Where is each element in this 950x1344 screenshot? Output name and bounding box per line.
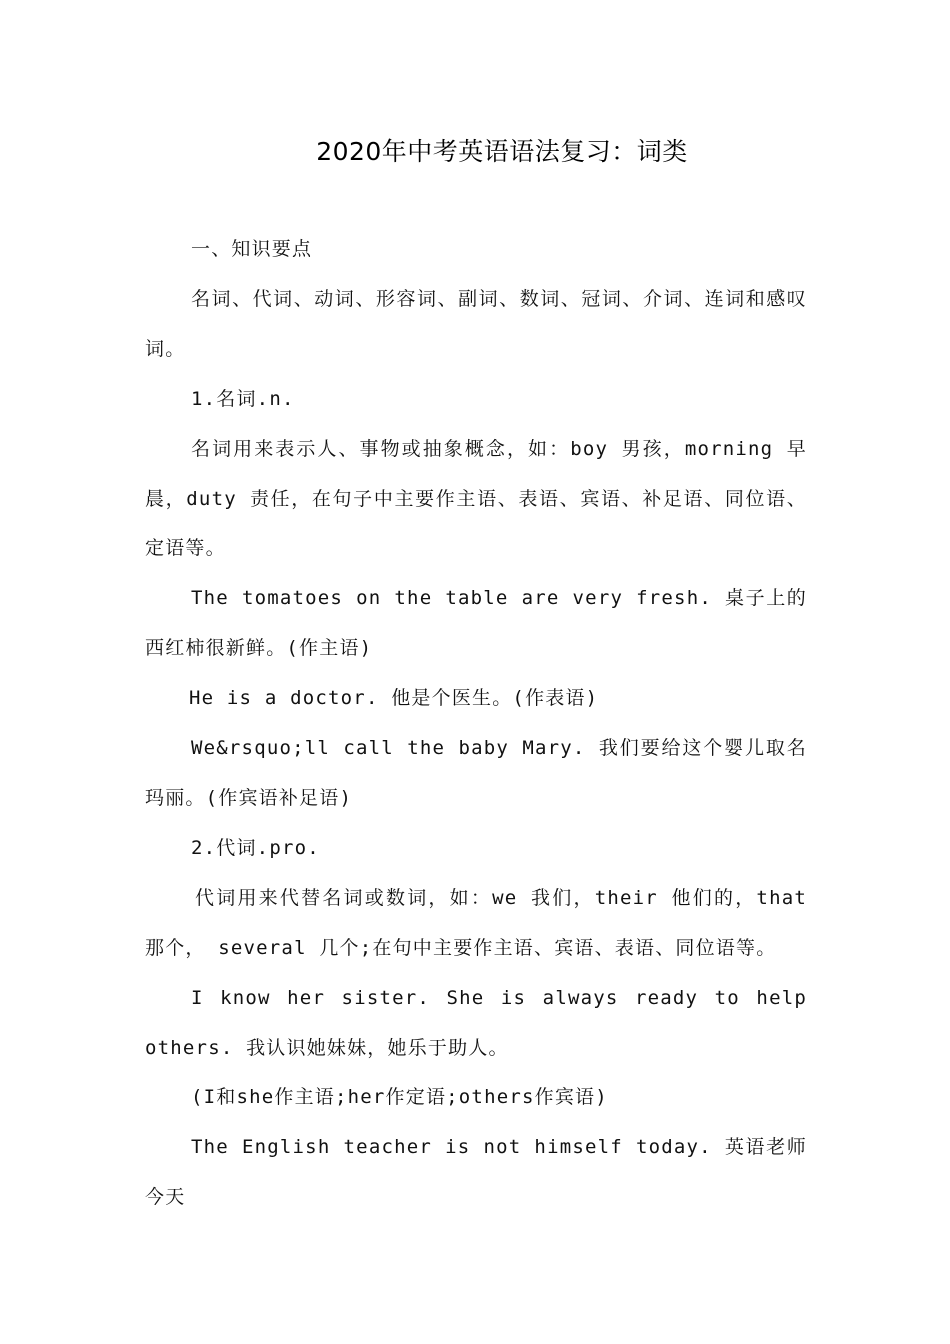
example-sentence: We&rsquo;ll call the baby Mary. 我们要给这个婴儿取名玛丽。(作宾语补足语) bbox=[145, 737, 807, 809]
document-title: 2020年中考英语语法复习：词类 bbox=[316, 137, 688, 166]
example-note: (I和she作主语;her作定语;others作宾语) bbox=[191, 1086, 608, 1109]
paragraph: 代词用来代替名词或数词，如：we 我们，their 他们的，that 那个， several 几个;在句中主要作主语、宾语、表语、同位语等。 bbox=[145, 886, 807, 959]
paragraph: 名词、代词、动词、形容词、副词、数词、冠词、介词、连词和感叹词。 bbox=[145, 287, 807, 360]
subsection-heading: 1.名词.n. bbox=[191, 387, 295, 410]
example-sentence: The English teacher is not himself today. 英语老师今天 bbox=[145, 1136, 807, 1209]
paragraph: 名词用来表示人、事物或抽象概念，如：boy 男孩，morning 早晨，duty 责任，在句子中主要作主语、表语、宾语、补足语、同位语、定语等。 bbox=[145, 437, 807, 560]
document-body bbox=[145, 225, 807, 1223]
section-heading: 一、知识要点 bbox=[191, 238, 313, 260]
example-sentence: I know her sister. She is always ready to help others. 我认识她妹妹，她乐于助人。 bbox=[145, 986, 807, 1059]
example-sentence: The tomatoes on the table are very fresh. 桌子上的西红柿很新鲜。(作主语) bbox=[145, 587, 807, 660]
example-sentence: He is a doctor. 他是个医生。(作表语) bbox=[189, 687, 599, 710]
subsection-heading: 2.代词.pro. bbox=[191, 836, 320, 859]
